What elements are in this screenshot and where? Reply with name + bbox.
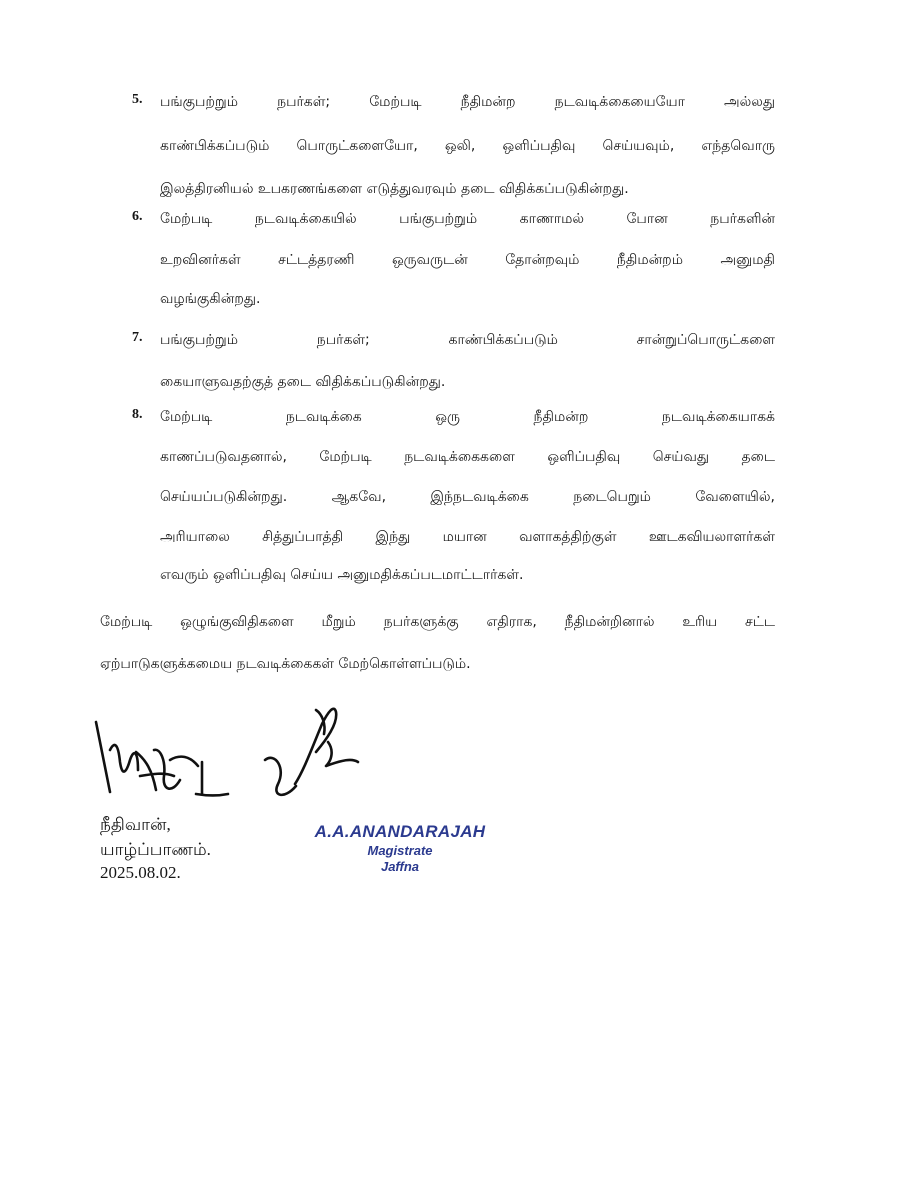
clause-line: உறவினர்கள் சட்டத்தரணி ஒருவருடன் தோன்றவும் நீதிமன்றம் அனுமதி (160, 252, 775, 268)
signoff-place: யாழ்ப்பாணம். (100, 840, 211, 859)
clause-line: பங்குபற்றும் நபர்கள்; காண்பிக்கப்படும் சான்றுப்பொருட்களை (160, 332, 775, 348)
clause-line: வழங்குகின்றது. (160, 291, 261, 307)
stamp-name: A.A.ANANDARAJAH (314, 822, 486, 841)
signoff-date: 2025.08.02. (100, 863, 181, 882)
stamp-location: Jaffna (380, 859, 420, 874)
clause-line: இலத்திரனியல் உபகரணங்களை எடுத்துவரவும் தடை விதிக்கப்படுகின்றது. (160, 181, 629, 197)
handwritten-signature-icon (90, 690, 390, 815)
closing-line: மேற்படி ஒழுங்குவிதிகளை மீறும் நபர்களுக்கு எதிராக, நீதிமன்றினால் உரிய சட்ட (100, 614, 775, 630)
clause-line: கையாளுவதற்குத் தடை விதிக்கப்படுகின்றது. (160, 374, 446, 390)
clause-line: மேற்படி நடவடிக்கையில் பங்குபற்றும் காணாமல் போன நபர்களின் (160, 211, 775, 227)
clause-line: எவரும் ஒளிப்பதிவு செய்ய அனுமதிக்கப்படமாட்டார்கள். (160, 567, 524, 583)
clause-number: 6. (132, 209, 143, 224)
signoff-title: நீதிவான், (100, 815, 171, 834)
clause-line: மேற்படி நடவடிக்கை ஒரு நீதிமன்ற நடவடிக்கையாகக் (160, 409, 775, 425)
magistrate-stamp (300, 822, 500, 874)
closing-line: ஏற்பாடுகளுக்கமைய நடவடிக்கைகள் மேற்கொள்ளப்படும். (100, 656, 471, 672)
clause-line: செய்யப்படுகின்றது. ஆகவே, இந்நடவடிக்கை நடைபெறும் வேளையில், (160, 489, 775, 505)
clause-number: 8. (132, 407, 143, 422)
clause-line: அரியாலை சித்துப்பாத்தி இந்து மயான வளாகத்திற்குள் ஊடகவியலாளர்கள் (160, 529, 775, 545)
clause-line: காண்பிக்கப்படும் பொருட்களையோ, ஒலி, ஒளிப்பதிவு செய்யவும், எந்தவொரு (160, 138, 775, 154)
clause-line: பங்குபற்றும் நபர்கள்; மேற்படி நீதிமன்ற நடவடிக்கையையோ அல்லது (160, 94, 775, 110)
clause-number: 5. (132, 92, 143, 107)
clause-number: 7. (132, 330, 143, 345)
signature-block (0, 690, 901, 910)
stamp-designation: Magistrate (367, 843, 433, 858)
clause-line: காணப்படுவதனால், மேற்படி நடவடிக்கைகளை ஒளிப்பதிவு செய்வது தடை (160, 449, 775, 465)
